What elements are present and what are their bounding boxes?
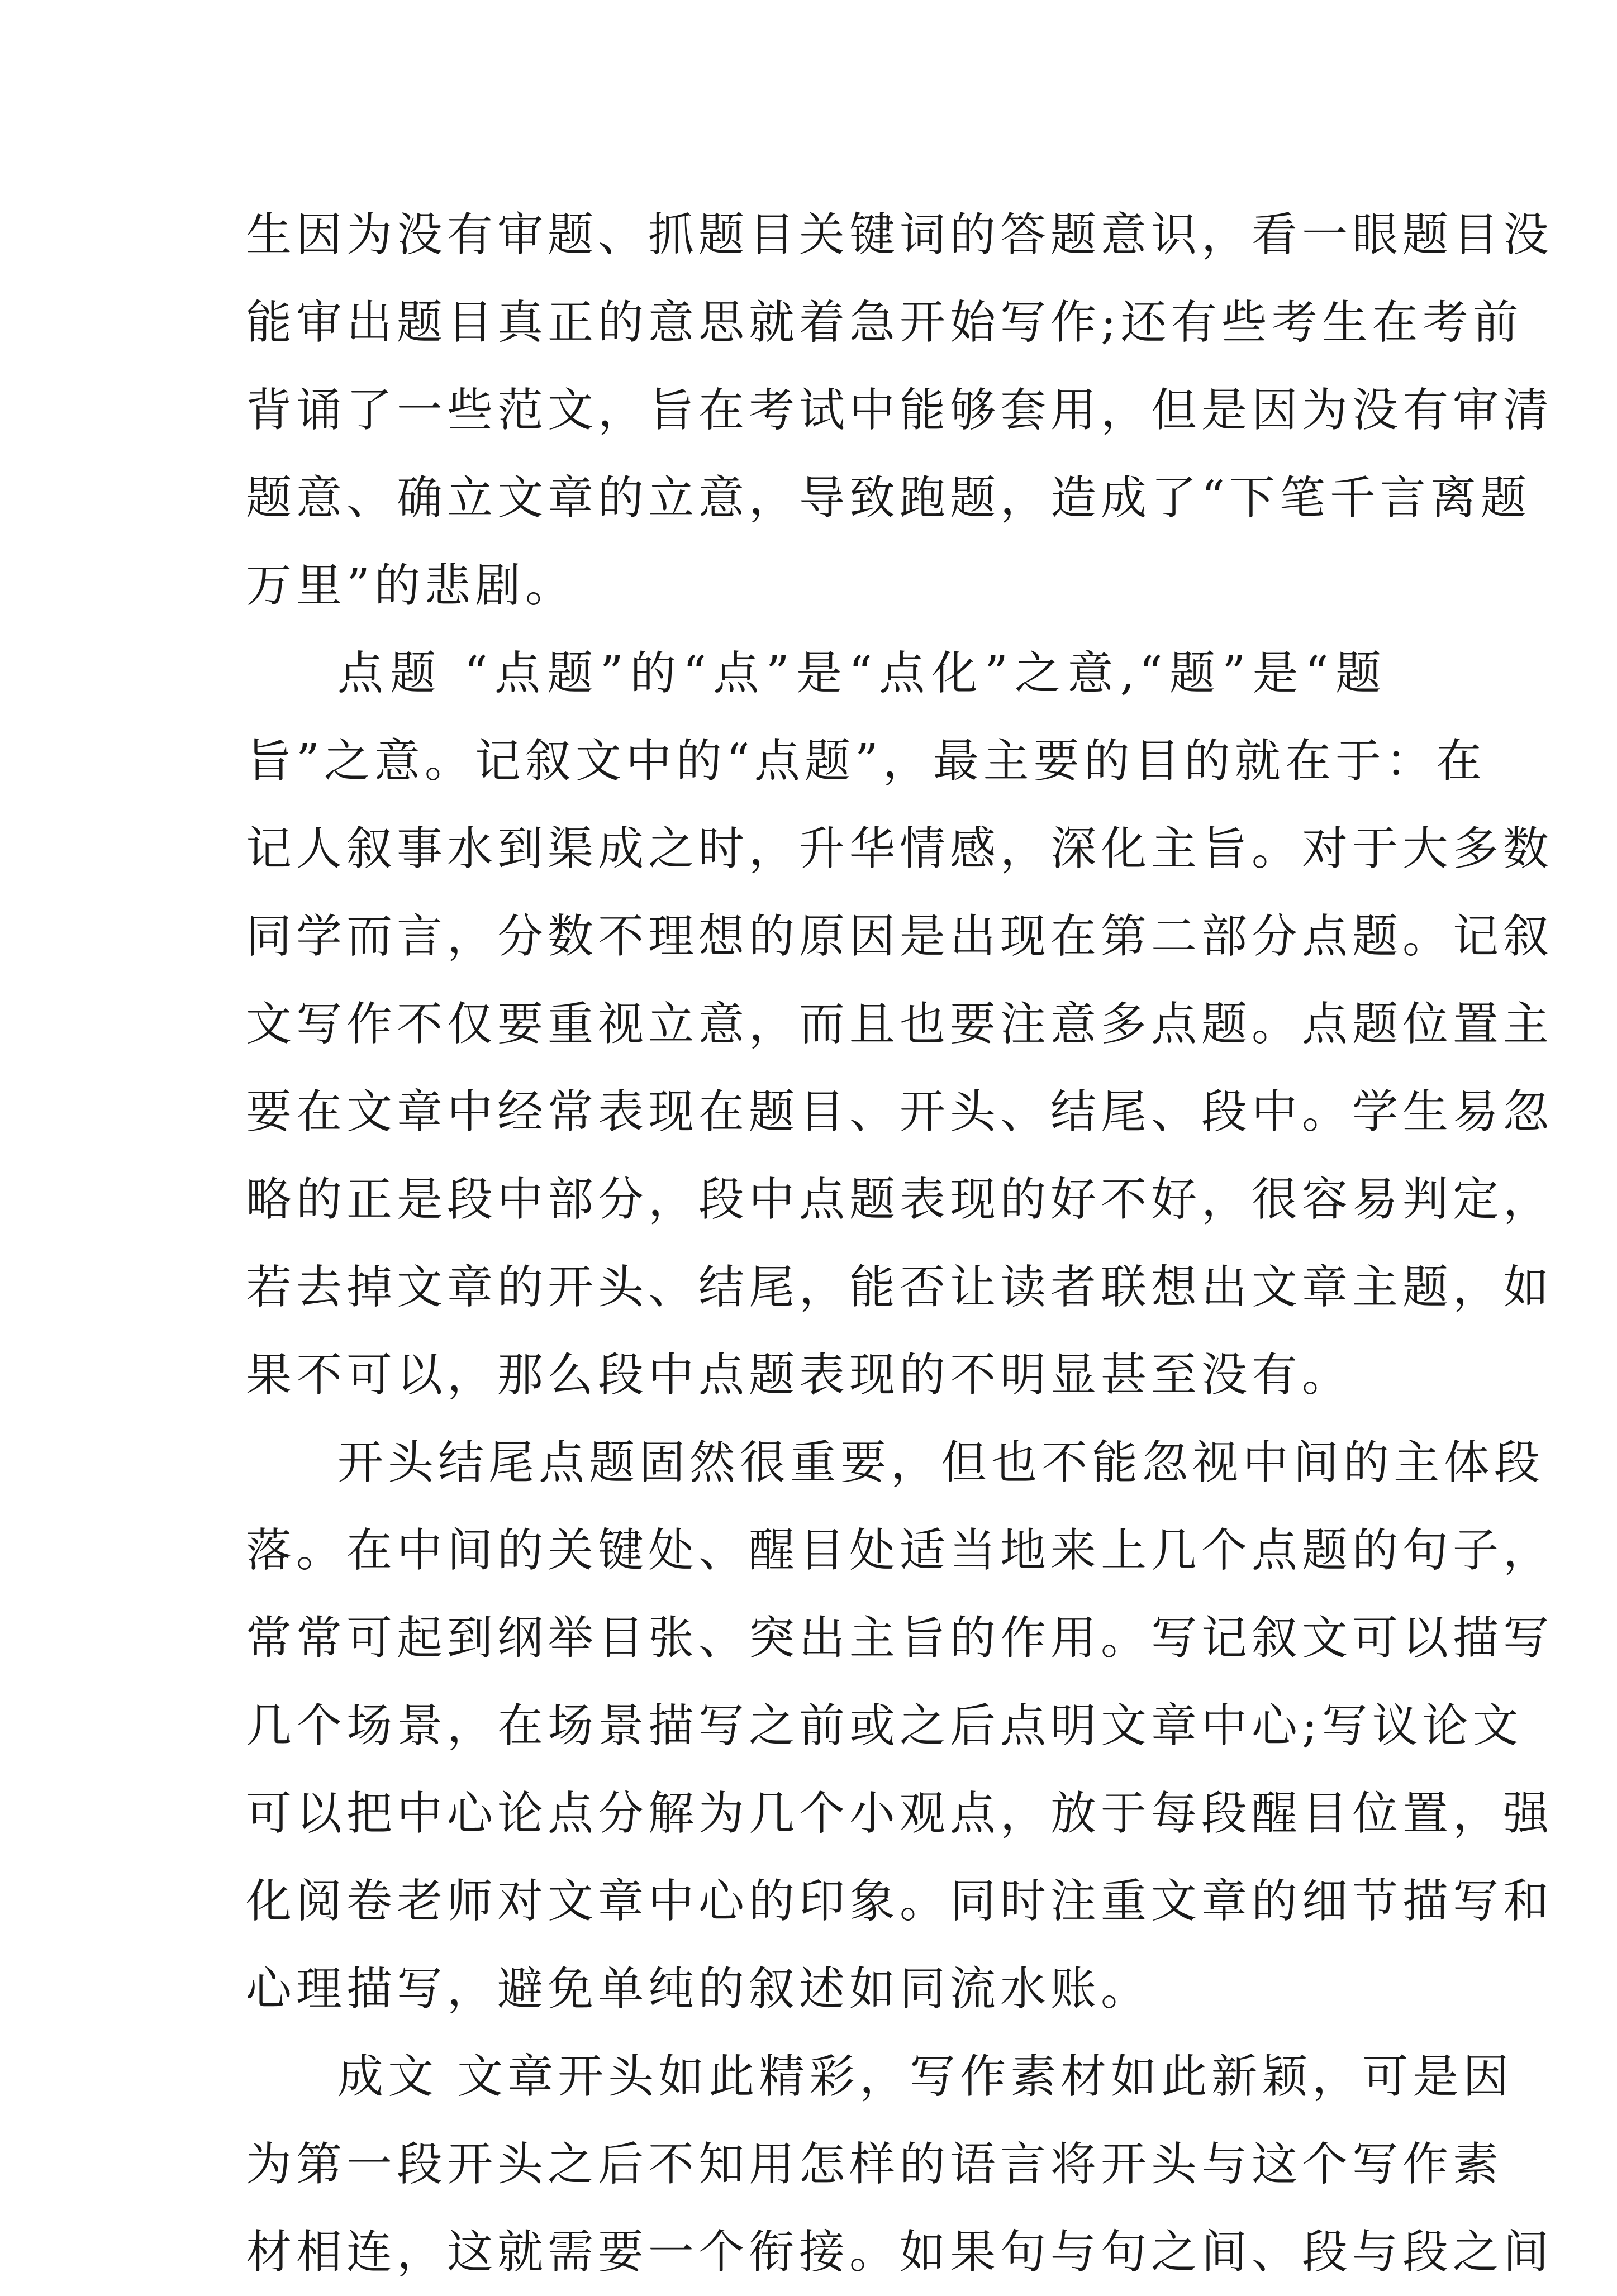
text-line: 生因为没有审题、抓题目关键词的答题意识，看一眼题目没 (246, 208, 1554, 261)
text-line: 落。在中间的关键处、醒目处适当地来上几个点题的句子， (246, 1524, 1554, 1577)
text-line: 记人叙事水到渠成之时，升华情感，深化主旨。对于大多数 (246, 822, 1554, 875)
text-line: 常常可起到纲举目张、突出主旨的作用。写记叙文可以描写 (246, 1612, 1554, 1665)
text-line: 略的正是段中部分，段中点题表现的好不好，很容易判定， (246, 1173, 1554, 1226)
text-line: 能审出题目真正的意思就着急开始写作;还有些考生在考前 (246, 296, 1523, 349)
text-line: 开头结尾点题固然很重要，但也不能忽视中间的主体段 (337, 1436, 1545, 1489)
text-line: 果不可以，那么段中点题表现的不明显甚至没有。 (246, 1349, 1353, 1402)
paragraph-4 (246, 2033, 1554, 2296)
text-line: 可以把中心论点分解为几个小观点，放于每段醒目位置，强 (246, 1787, 1554, 1840)
text-line: 点题 “点题”的“点”是“点化”之意,“题”是“题 (337, 647, 1386, 700)
text-line: 化阅卷老师对文章中心的印象。同时注重文章的细节描写和 (246, 1875, 1554, 1928)
text-line: 若去掉文章的开头、结尾，能否让读者联想出文章主题，如 (246, 1261, 1554, 1314)
text-line: 背诵了一些范文，旨在考试中能够套用，但是因为没有审清 (246, 384, 1554, 437)
text-line: 要在文章中经常表现在题目、开头、结尾、段中。学生易忽 (246, 1085, 1554, 1139)
text-line: 旨”之意。记叙文中的“点题”，最主要的目的就在于：在 (246, 735, 1486, 788)
text-line: 心理描写，避免单纯的叙述如同流水账。 (246, 1962, 1152, 2016)
paragraph-3 (246, 1419, 1554, 2033)
paragraph-2 (246, 630, 1554, 1419)
text-line: 几个场景，在场景描写之前或之后点明文章中心;写议论文 (246, 1699, 1523, 1752)
text-line: 万里”的悲剧。 (246, 559, 576, 612)
text-line: 题意、确立文章的立意，导致跑题，造成了“下笔千言离题 (246, 471, 1531, 525)
document-page (246, 191, 1554, 2296)
text-line: 为第一段开头之后不知用怎样的语言将开头与这个写作素 (246, 2138, 1504, 2191)
text-line: 材相连，这就需要一个衔接。如果句与句之间、段与段之间 (246, 2226, 1554, 2279)
text-line: 成文 文章开头如此精彩，写作素材如此新颖，可是因 (337, 2050, 1514, 2103)
text-line: 文写作不仅要重视立意，而且也要注意多点题。点题位置主 (246, 998, 1554, 1051)
paragraph-1 (246, 191, 1554, 630)
text-line: 同学而言，分数不理想的原因是出现在第二部分点题。记叙 (246, 910, 1554, 963)
